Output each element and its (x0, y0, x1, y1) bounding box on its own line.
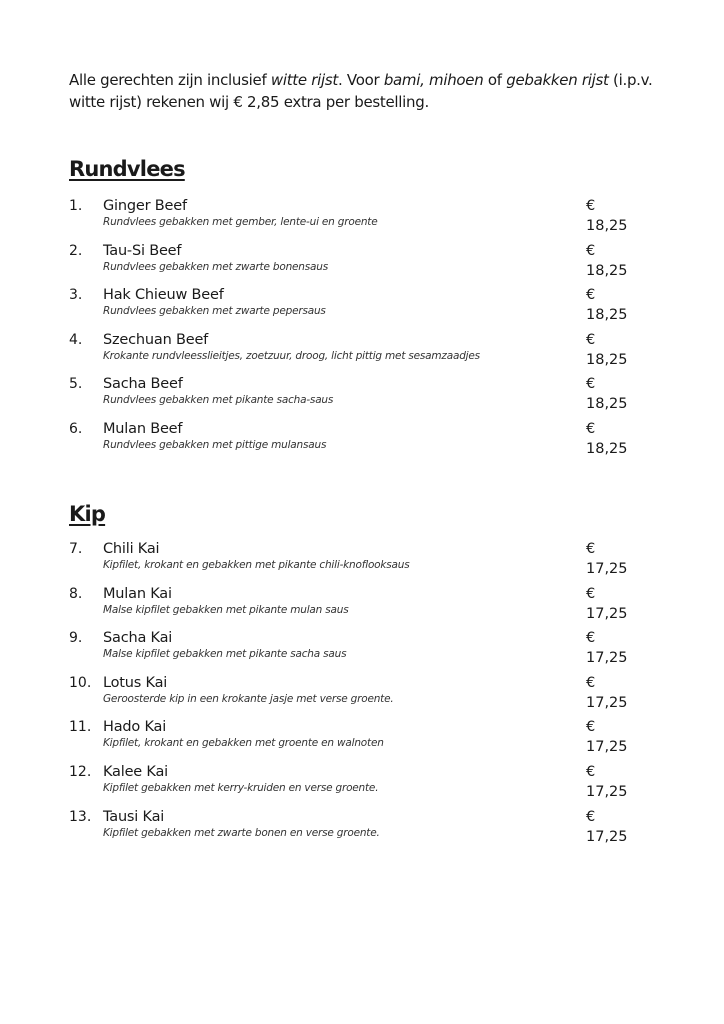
item-name: Sacha Kai (103, 630, 173, 647)
item-name: Chili Kai (103, 541, 160, 557)
item-description: Malse kipfilet gebakken met pikante sacha saus (103, 648, 347, 661)
intro-segment: gebakken rijst (506, 71, 609, 89)
item-description: Rundvlees gebakken met pikante sacha-saus (103, 394, 334, 407)
item-description: Geroosterde kip in een krokante jasje met verse groente. (103, 692, 394, 705)
item-name: Tau-Si Beef (103, 242, 182, 259)
section-heading-rundvlees: Rundvlees (69, 157, 185, 181)
item-number: 3. (69, 287, 83, 304)
menu-item (69, 807, 639, 852)
item-name: Mulan Beef (103, 420, 183, 437)
intro-segment: witte rijst (270, 71, 338, 89)
item-description: Rundvlees gebakken met zwarte pepersaus (103, 305, 326, 318)
item-price: € 17,25 (586, 541, 628, 577)
intro-segment: Alle gerechten zijn inclusief (69, 71, 271, 89)
menu-list-rundvlees (69, 196, 639, 464)
item-number: 4. (69, 331, 83, 348)
item-price: € 18,25 (586, 198, 628, 234)
intro-segment: of (483, 71, 507, 89)
item-number: 7. (69, 541, 83, 557)
item-name: Lotus Kai (103, 674, 168, 691)
item-description: Rundvlees gebakken met zwarte bonensaus (103, 260, 328, 273)
item-name: Mulan Kai (103, 585, 172, 602)
menu-item (69, 374, 639, 419)
item-price: € 17,25 (586, 719, 628, 756)
item-description: Kipfilet gebakken met kerry-kruiden en verse groente. (103, 781, 379, 794)
item-number: 13. (69, 808, 92, 825)
item-description: Kipfilet, krokant en gebakken met pikante chili-knoflooksaus (103, 559, 410, 571)
menu-item (69, 762, 639, 807)
item-description: Kipfilet gebakken met zwarte bonen en verse groente. (103, 826, 380, 839)
intro-segment: bami, mihoen (383, 71, 484, 89)
menu-list-kip (69, 539, 639, 851)
item-description: Malse kipfilet gebakken met pikante mulan saus (103, 603, 349, 616)
item-name: Kalee Kai (103, 763, 168, 780)
item-number: 11. (69, 719, 92, 736)
item-name: Szechuan Beef (103, 331, 209, 348)
item-price: € 17,25 (586, 674, 628, 711)
item-number: 9. (69, 630, 83, 647)
item-description: Rundvlees gebakken met pittige mulansaus (103, 438, 327, 451)
intro-segment: . Voor (337, 71, 384, 89)
intro-text (69, 69, 659, 113)
item-name: Hak Chieuw Beef (103, 287, 224, 304)
item-name: Hado Kai (103, 719, 167, 736)
item-name: Sacha Beef (103, 376, 183, 393)
item-price: € 17,25 (586, 763, 628, 800)
menu-item (69, 539, 639, 584)
item-price: € 17,25 (586, 585, 628, 622)
menu-item (69, 285, 639, 330)
item-number: 1. (69, 198, 83, 214)
item-description: Rundvlees gebakken met gember, lente-ui en groente (103, 216, 378, 228)
item-number: 5. (69, 376, 83, 393)
item-name: Tausi Kai (103, 808, 165, 825)
item-price: € 17,25 (586, 808, 628, 845)
menu-item (69, 673, 639, 718)
item-number: 12. (69, 763, 92, 780)
intro-segment: (i.p.v. witte rijst) rekenen wij € 2,85 extra per bestelling. (69, 71, 653, 111)
menu-item (69, 330, 639, 375)
section-heading-kip: Kip (69, 502, 106, 526)
item-price: € 18,25 (586, 420, 628, 457)
item-price: € 18,25 (586, 287, 628, 324)
menu-item (69, 196, 639, 241)
menu-item (69, 628, 639, 673)
item-price: € 18,25 (586, 242, 628, 279)
menu-item (69, 584, 639, 629)
item-description: Krokante rundvleesslieitjes, zoetzuur, droog, licht pittig met sesamzaadjes (103, 349, 480, 362)
item-description: Kipfilet, krokant en gebakken met groente en walnoten (103, 737, 384, 750)
menu-item (69, 717, 639, 762)
item-number: 8. (69, 585, 83, 602)
item-price: € 18,25 (586, 331, 628, 368)
item-number: 2. (69, 242, 83, 259)
item-number: 10. (69, 674, 92, 691)
menu-item (69, 419, 639, 464)
item-number: 6. (69, 420, 83, 437)
menu-item (69, 241, 639, 286)
item-name: Ginger Beef (103, 198, 187, 214)
item-price: € 18,25 (586, 376, 628, 413)
item-price: € 17,25 (586, 630, 628, 667)
